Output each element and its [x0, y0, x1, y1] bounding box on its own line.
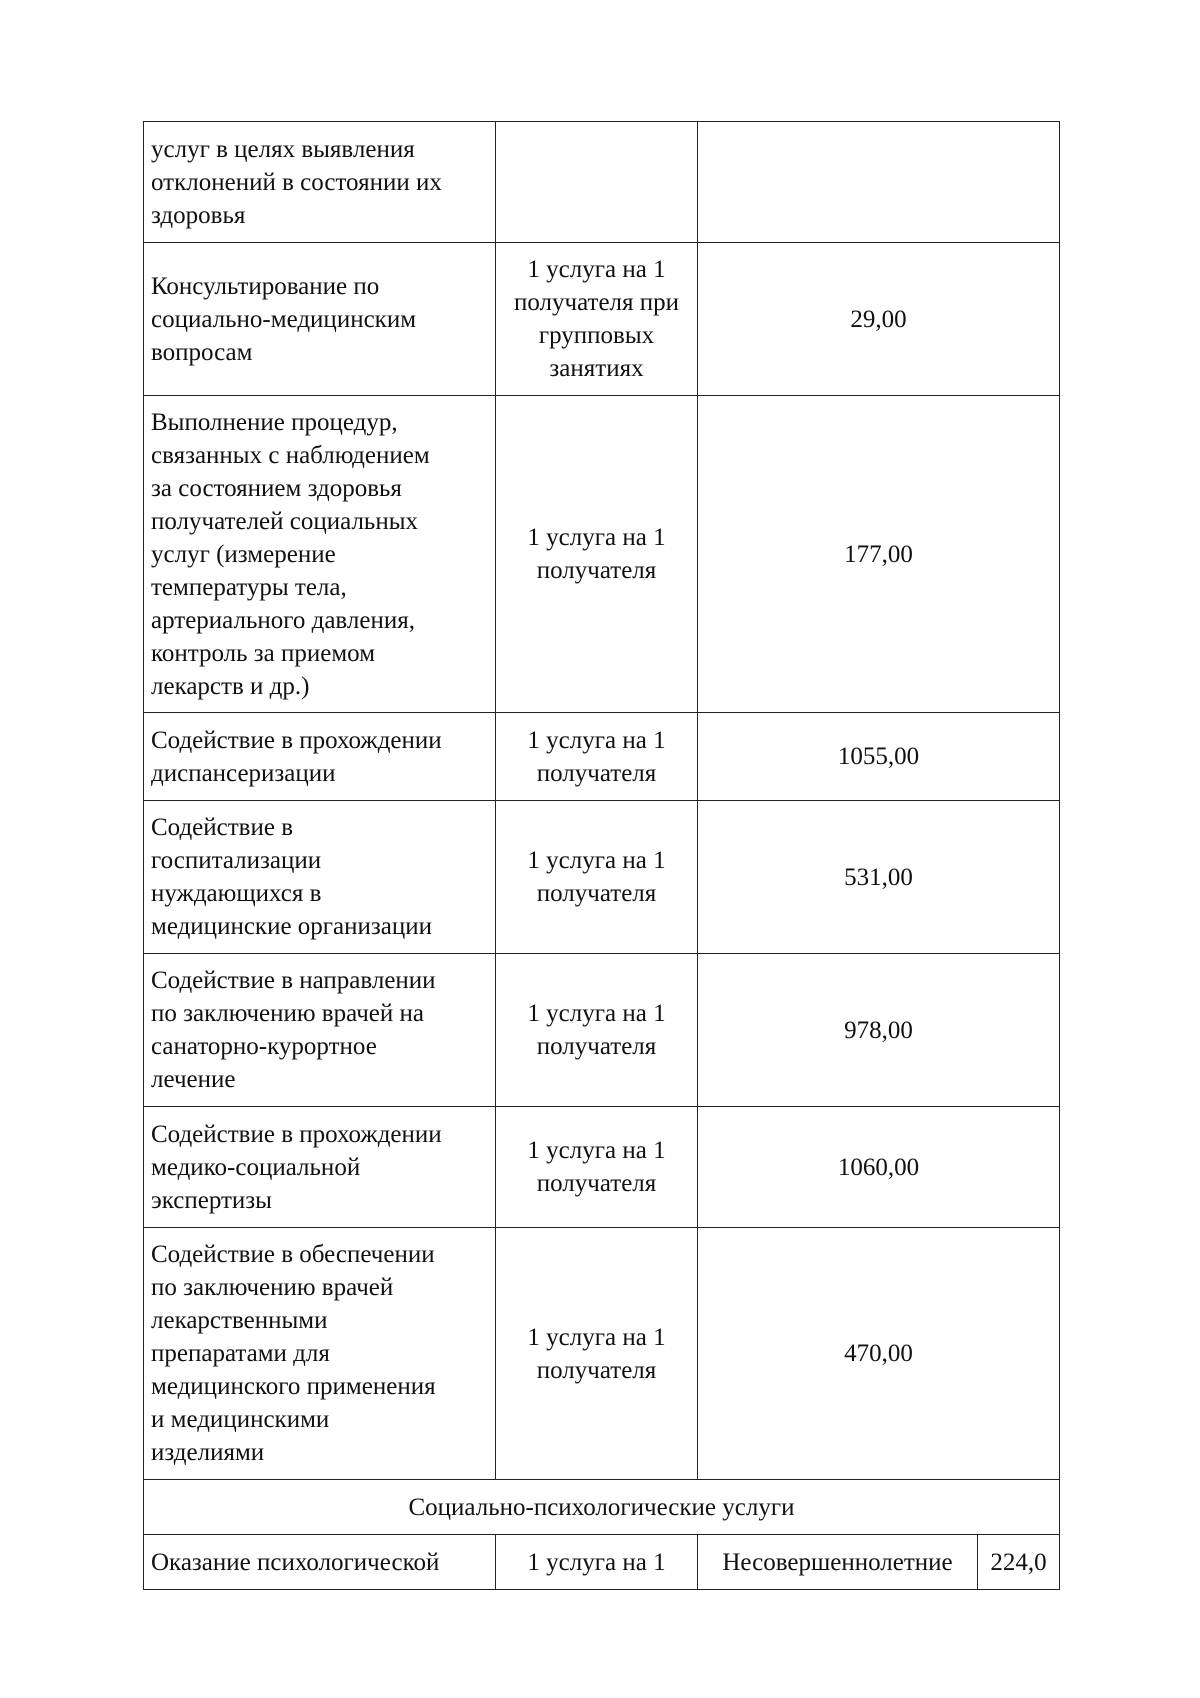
unit-line: групповых	[538, 322, 655, 349]
section-row	[144, 1480, 1060, 1535]
table-row	[144, 243, 1060, 396]
table-row	[144, 713, 1060, 801]
table-row	[144, 1535, 1060, 1590]
price-cell: 29,00	[698, 243, 1060, 396]
unit-line: 1 услуга на 1	[527, 1137, 666, 1164]
table-row	[144, 1107, 1060, 1228]
service-name-cell	[144, 396, 496, 713]
table-row	[144, 801, 1060, 954]
service-name-line: лечение	[151, 1066, 236, 1093]
service-name-line: температуры тела,	[151, 573, 347, 601]
service-name-line: получателей социальных	[151, 507, 418, 535]
unit-cell	[496, 801, 698, 954]
table-row	[144, 1228, 1060, 1480]
service-name-line: Содействие в прохождении	[151, 726, 442, 754]
service-name-line: Содействие в направлении	[151, 967, 436, 994]
unit-cell	[496, 396, 698, 713]
unit-cell	[496, 954, 698, 1107]
service-name-cell	[144, 713, 496, 801]
service-name-line: услуг (измерение	[151, 540, 336, 568]
service-name-line: услуг в целях выявления	[151, 135, 415, 163]
unit-line: 1 услуга на 1	[527, 256, 666, 283]
service-name-line: связанных с наблюдением	[151, 441, 430, 469]
service-name-line: контроль за приемом	[151, 639, 376, 667]
service-name-cell	[144, 1228, 496, 1480]
service-name-line: здоровья	[151, 201, 246, 229]
service-name-cell	[144, 801, 496, 954]
service-name-line: Консультирование по	[151, 272, 380, 300]
price-cell: 224,0	[978, 1535, 1060, 1590]
price-cell: 1060,00	[698, 1107, 1060, 1228]
unit-cell	[496, 122, 698, 243]
price-cell: 177,00	[698, 396, 1060, 713]
unit-line: получателя при	[513, 289, 680, 316]
price-cell: 978,00	[698, 954, 1060, 1107]
unit-line: получателя	[536, 759, 657, 787]
unit-cell	[496, 1107, 698, 1228]
service-name-line: экспертизы	[151, 1186, 272, 1214]
unit-cell	[496, 1228, 698, 1480]
category-cell: Несовершеннолетние	[698, 1535, 978, 1590]
price-cell: 531,00	[698, 801, 1060, 954]
service-name-line: диспансеризации	[151, 759, 336, 787]
service-name-line: артериального давления,	[151, 606, 415, 634]
service-name-cell	[144, 954, 496, 1107]
service-name-line: нуждающихся в	[151, 880, 322, 907]
unit-cell: 1 услуга на 1	[496, 1535, 698, 1590]
table-row	[144, 122, 1060, 243]
service-name-cell	[144, 243, 496, 396]
service-name-line: Выполнение процедур,	[151, 408, 398, 436]
unit-line: 1 услуга на 1	[527, 726, 666, 754]
unit-line: 1 услуга на 1	[527, 1000, 666, 1027]
service-name-line: госпитализации	[151, 847, 322, 874]
service-name-line: лекарств и др.)	[151, 672, 310, 700]
unit-line: получателя	[536, 1033, 657, 1060]
service-name-line: Содействие в прохождении	[151, 1120, 442, 1148]
price-cell: 1055,00	[698, 713, 1060, 801]
service-name-cell: Оказание психологической	[144, 1535, 496, 1590]
unit-line: получателя	[536, 1170, 657, 1197]
service-name-line: изделиями	[151, 1439, 265, 1466]
unit-line: занятиях	[549, 355, 644, 382]
service-name-line: Содействие в	[151, 814, 294, 841]
service-name-cell	[144, 122, 496, 243]
unit-cell	[496, 243, 698, 396]
service-name-line: социально-медицинским	[151, 305, 417, 333]
unit-cell	[496, 713, 698, 801]
table-row	[144, 954, 1060, 1107]
unit-line: получателя	[536, 1356, 657, 1384]
section-title: Социально-психологические услуги	[144, 1480, 1060, 1535]
unit-line: 1 услуга на 1	[527, 847, 666, 874]
service-name-line: по заключению врачей на	[151, 1000, 424, 1027]
unit-line: 1 услуга на 1	[527, 1323, 666, 1351]
tariff-table	[143, 121, 1060, 1590]
service-name-cell	[144, 1107, 496, 1228]
service-name-line: препаратами для	[151, 1340, 330, 1367]
service-name-line: медицинские организации	[151, 913, 433, 940]
service-name-line: Содействие в обеспечении	[151, 1241, 435, 1268]
unit-line: получателя	[536, 880, 657, 907]
service-name-line: по заключению врачей	[151, 1274, 394, 1301]
table-row	[144, 396, 1060, 713]
service-name-line: медицинского применения	[151, 1373, 436, 1400]
service-name-line: медико-социальной	[151, 1153, 361, 1181]
service-name-line: отклонений в состоянии их	[151, 168, 442, 196]
service-name-line: лекарственными	[151, 1307, 328, 1334]
service-name-line: санаторно-курортное	[151, 1033, 377, 1060]
unit-line: 1 услуга на 1	[527, 524, 666, 551]
unit-line: получателя	[536, 557, 657, 584]
service-name-line: и медицинскими	[151, 1406, 330, 1433]
service-name-line: за состоянием здоровья	[151, 474, 402, 502]
price-cell	[698, 122, 1060, 243]
price-cell: 470,00	[698, 1228, 1060, 1480]
service-name-line: вопросам	[151, 338, 253, 366]
